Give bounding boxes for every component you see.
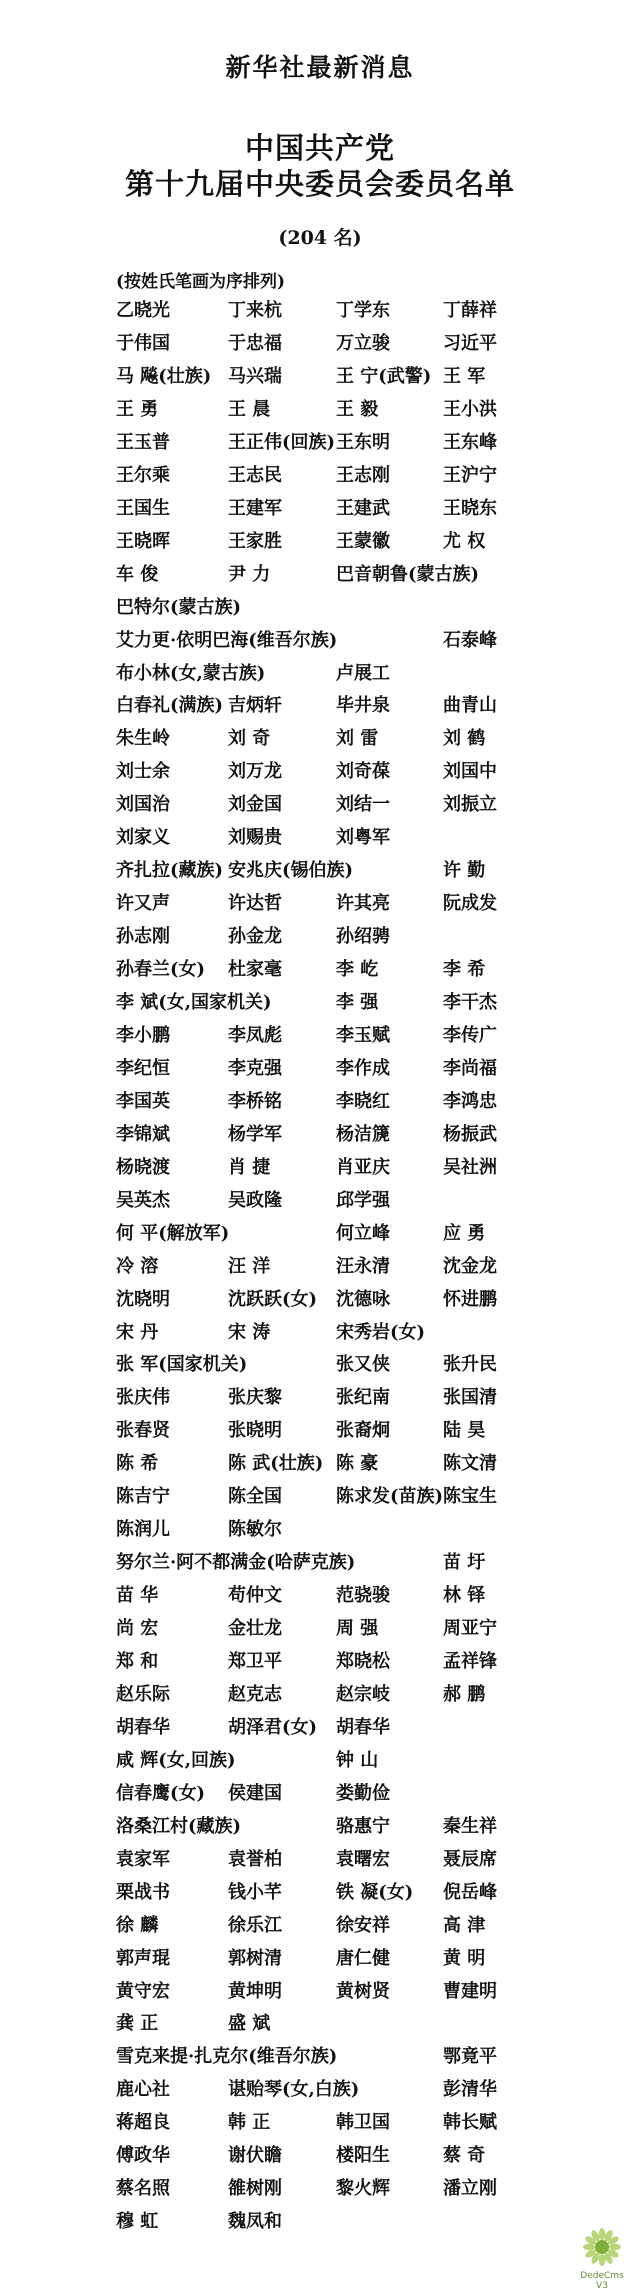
member-name: 王玉普 bbox=[116, 431, 170, 453]
member-name: 白春礼(满族) bbox=[116, 695, 224, 717]
member-name: 刘 雷 bbox=[336, 728, 379, 750]
member-name: 孟祥锋 bbox=[443, 1651, 497, 1672]
member-name: 刘结一 bbox=[336, 794, 390, 816]
member-name: 黄树贤 bbox=[336, 1980, 390, 2002]
member-name: 谌贻琴(女,白族) bbox=[228, 2079, 360, 2101]
member-name: 袁家军 bbox=[116, 1848, 170, 1870]
member-name: 盛 斌 bbox=[228, 2013, 271, 2035]
member-name: 习近平 bbox=[443, 332, 497, 354]
member-name: 郝 鹏 bbox=[443, 1683, 486, 1705]
member-name: 尤 权 bbox=[443, 530, 486, 552]
member-name: 苗 华 bbox=[116, 1585, 159, 1607]
member-name: 高 津 bbox=[443, 1914, 486, 1936]
member-name: 侯建国 bbox=[228, 1782, 282, 1804]
member-name: 韩卫国 bbox=[336, 2112, 390, 2134]
member-name: 布小林(女,蒙古族) bbox=[116, 662, 266, 684]
member-name: 周 强 bbox=[336, 1618, 379, 1639]
member-name: 信春鹰(女) bbox=[116, 1782, 206, 1804]
member-name: 曹建明 bbox=[443, 1980, 497, 2002]
member-name: 丁学东 bbox=[336, 300, 390, 321]
member-name: 秦生祥 bbox=[443, 1815, 497, 1837]
member-name: 鄂竟平 bbox=[443, 2046, 497, 2068]
member-name: 沈晓明 bbox=[116, 1288, 170, 1310]
member-name: 谢伏瞻 bbox=[228, 2145, 282, 2167]
member-name: 李传广 bbox=[443, 1024, 497, 1046]
member-name: 张又侠 bbox=[336, 1354, 390, 1376]
flower-icon bbox=[574, 2223, 630, 2271]
member-name: 车 俊 bbox=[116, 563, 159, 585]
member-name: 怀进鹏 bbox=[443, 1288, 497, 1310]
member-name: 娄勤俭 bbox=[336, 1782, 390, 1804]
member-name: 穆 虹 bbox=[116, 2211, 159, 2233]
member-name: 王东明 bbox=[336, 431, 390, 453]
member-name: 刘万龙 bbox=[228, 761, 282, 783]
member-name: 王志刚 bbox=[336, 464, 390, 486]
member-name: 石泰峰 bbox=[443, 629, 497, 651]
member-name: 韩 正 bbox=[228, 2112, 271, 2134]
member-name: 李凤彪 bbox=[228, 1024, 282, 1046]
member-name: 蒋超良 bbox=[116, 2112, 170, 2134]
watermark-logo bbox=[574, 2223, 630, 2291]
member-name: 杨振武 bbox=[443, 1123, 497, 1145]
member-name: 陈润儿 bbox=[116, 1519, 170, 1541]
member-name: 孙春兰(女) bbox=[116, 959, 206, 980]
member-name: 陈 豪 bbox=[336, 1453, 379, 1475]
member-name: 许又声 bbox=[116, 893, 170, 915]
member-name: 张升民 bbox=[443, 1354, 497, 1376]
member-name: 杜家毫 bbox=[228, 959, 282, 980]
member-name: 许其亮 bbox=[336, 893, 390, 915]
member-name: 袁曙宏 bbox=[336, 1848, 390, 1870]
member-name: 周亚宁 bbox=[443, 1618, 497, 1639]
watermark-text: DedeCms V3 bbox=[580, 2271, 624, 2291]
member-name: 于忠福 bbox=[228, 332, 282, 354]
member-name: 王晓晖 bbox=[116, 530, 170, 552]
member-name: 王晓东 bbox=[443, 497, 497, 519]
member-name: 彭清华 bbox=[443, 2079, 497, 2101]
member-name: 栗战书 bbox=[116, 1881, 170, 1903]
member-name: 李鸿忠 bbox=[443, 1090, 497, 1112]
member-name: 李 希 bbox=[443, 959, 486, 980]
member-name: 张晓明 bbox=[228, 1420, 282, 1442]
member-name: 沈金龙 bbox=[443, 1255, 497, 1277]
member-name: 马兴瑞 bbox=[228, 365, 282, 387]
member-name: 陈 希 bbox=[116, 1453, 159, 1475]
member-name: 宋 丹 bbox=[116, 1321, 159, 1343]
member-name: 张裔炯 bbox=[336, 1420, 390, 1442]
member-name: 胡春华 bbox=[336, 1716, 390, 1738]
member-name: 尚 宏 bbox=[116, 1618, 159, 1639]
member-name: 李玉赋 bbox=[336, 1024, 390, 1046]
member-name: 王 宁(武警) bbox=[336, 365, 432, 387]
member-name: 骆惠宁 bbox=[336, 1815, 390, 1837]
member-name: 王 毅 bbox=[336, 398, 379, 420]
member-name: 陈求发(苗族) bbox=[336, 1486, 444, 1508]
member-name: 吴英杰 bbox=[116, 1189, 170, 1211]
member-name: 王正伟(回族) bbox=[228, 431, 336, 453]
member-name: 蔡名照 bbox=[116, 2178, 170, 2200]
member-name: 刘金国 bbox=[228, 794, 282, 816]
member-name: 金壮龙 bbox=[228, 1618, 282, 1639]
member-name: 刘粤军 bbox=[336, 827, 390, 849]
member-name: 艾力更·依明巴海(维吾尔族) bbox=[116, 629, 338, 651]
member-name: 雒树刚 bbox=[228, 2178, 282, 2200]
member-name: 李锦斌 bbox=[116, 1123, 170, 1145]
member-name: 张庆黎 bbox=[228, 1387, 282, 1409]
title-committee-list: 第十九届中央委员会委员名单 bbox=[124, 167, 515, 201]
member-name: 王 勇 bbox=[116, 398, 159, 420]
member-name: 刘 鹤 bbox=[443, 728, 486, 750]
member-name: 陈 武(壮族) bbox=[228, 1453, 324, 1475]
member-name: 杨晓渡 bbox=[116, 1156, 170, 1178]
member-name: 肖 捷 bbox=[228, 1156, 271, 1178]
member-name: 徐安祥 bbox=[336, 1914, 390, 1936]
member-name: 何 平(解放军) bbox=[116, 1222, 230, 1244]
member-name: 赵克志 bbox=[228, 1683, 282, 1705]
member-name: 王小洪 bbox=[443, 398, 497, 420]
member-name: 王蒙徽 bbox=[336, 530, 390, 552]
member-name: 郑 和 bbox=[116, 1651, 159, 1672]
member-name: 王建军 bbox=[228, 497, 282, 519]
member-name: 张国清 bbox=[443, 1387, 497, 1409]
member-name: 林 铎 bbox=[443, 1585, 486, 1607]
member-name: 宋秀岩(女) bbox=[336, 1321, 426, 1343]
member-name: 沈德咏 bbox=[336, 1288, 390, 1310]
member-name: 徐乐江 bbox=[228, 1914, 282, 1936]
member-name: 郭声琨 bbox=[116, 1947, 170, 1969]
member-name: 王 晨 bbox=[228, 398, 271, 420]
member-name: 苗 圩 bbox=[443, 1552, 486, 1574]
member-name: 许达哲 bbox=[228, 893, 282, 915]
member-name: 赵乐际 bbox=[116, 1683, 170, 1705]
member-name: 黄坤明 bbox=[228, 1980, 282, 2002]
member-name: 于伟国 bbox=[116, 332, 170, 354]
member-name: 吉炳轩 bbox=[228, 695, 282, 717]
member-name: 刘赐贵 bbox=[228, 827, 282, 849]
member-name: 刘 奇 bbox=[228, 728, 271, 750]
member-name: 邱学强 bbox=[336, 1189, 390, 1211]
member-name: 陈宝生 bbox=[443, 1486, 497, 1508]
member-name: 陈文清 bbox=[443, 1453, 497, 1475]
member-name: 王尔乘 bbox=[116, 464, 170, 486]
member-name: 阮成发 bbox=[443, 893, 497, 915]
sort-note: (按姓氏笔画为序排列) bbox=[116, 272, 286, 292]
member-name: 孙金龙 bbox=[228, 926, 282, 948]
member-name: 杨洁篪 bbox=[336, 1123, 390, 1145]
member-name: 咸 辉(女,回族) bbox=[116, 1749, 236, 1771]
member-name: 陈敏尔 bbox=[228, 1519, 282, 1541]
member-name: 刘家义 bbox=[116, 827, 170, 849]
member-name: 钱小芊 bbox=[228, 1881, 282, 1903]
member-name: 应 勇 bbox=[443, 1222, 486, 1244]
member-name: 王东峰 bbox=[443, 431, 497, 453]
member-name: 朱生岭 bbox=[116, 728, 170, 750]
member-name: 齐扎拉(藏族) bbox=[116, 860, 224, 882]
member-name: 王建武 bbox=[336, 497, 390, 519]
member-name: 陈吉宁 bbox=[116, 1486, 170, 1508]
member-name: 李 斌(女,国家机关) bbox=[116, 992, 272, 1013]
member-name: 李晓红 bbox=[336, 1090, 390, 1112]
member-name: 李干杰 bbox=[443, 992, 497, 1013]
member-name: 卢展工 bbox=[336, 662, 390, 684]
member-name: 蔡 奇 bbox=[443, 2145, 486, 2167]
member-name: 钟 山 bbox=[336, 1749, 379, 1771]
member-name: 黎火辉 bbox=[336, 2178, 390, 2200]
member-name: 巴特尔(蒙古族) bbox=[116, 596, 242, 618]
member-name: 陆 昊 bbox=[443, 1420, 486, 1442]
member-name: 魏凤和 bbox=[228, 2211, 282, 2233]
member-name: 王国生 bbox=[116, 497, 170, 519]
member-name: 赵宗岐 bbox=[336, 1683, 390, 1705]
member-name: 刘国中 bbox=[443, 761, 497, 783]
member-name: 王志民 bbox=[228, 464, 282, 486]
member-name: 万立骏 bbox=[336, 332, 390, 354]
member-count: (204 名) bbox=[278, 227, 362, 249]
member-name: 李 屹 bbox=[336, 959, 379, 980]
member-name: 安兆庆(锡伯族) bbox=[228, 860, 354, 882]
member-name: 丁薛祥 bbox=[443, 300, 497, 321]
member-name: 尹 力 bbox=[228, 563, 271, 585]
member-name: 刘振立 bbox=[443, 794, 497, 816]
member-name: 何立峰 bbox=[336, 1222, 390, 1244]
member-name: 冷 溶 bbox=[116, 1255, 159, 1277]
member-name: 沈跃跃(女) bbox=[228, 1288, 318, 1310]
member-name: 韩长赋 bbox=[443, 2112, 497, 2134]
member-name: 黄守宏 bbox=[116, 1980, 170, 2002]
member-name: 宋 涛 bbox=[228, 1321, 271, 1343]
member-name: 胡春华 bbox=[116, 1716, 170, 1738]
member-name: 孙绍骋 bbox=[336, 926, 390, 948]
member-name: 倪岳峰 bbox=[443, 1881, 497, 1903]
member-name: 丁来杭 bbox=[228, 300, 282, 321]
member-name: 袁誉柏 bbox=[228, 1848, 282, 1870]
member-name: 王家胜 bbox=[228, 530, 282, 552]
member-name: 鹿心社 bbox=[116, 2079, 170, 2101]
member-name: 唐仁健 bbox=[336, 1947, 390, 1969]
member-name: 刘国治 bbox=[116, 794, 170, 816]
member-name: 李国英 bbox=[116, 1090, 170, 1112]
member-name: 黄 明 bbox=[443, 1947, 486, 1969]
member-name: 毕井泉 bbox=[336, 695, 390, 717]
member-name: 铁 凝(女) bbox=[336, 1881, 414, 1903]
member-name: 张庆伟 bbox=[116, 1387, 170, 1409]
member-name: 吴社洲 bbox=[443, 1156, 497, 1178]
member-name: 张纪南 bbox=[336, 1387, 390, 1409]
member-name: 楼阳生 bbox=[336, 2145, 390, 2167]
member-name: 傅政华 bbox=[116, 2145, 170, 2167]
title-party: 中国共产党 bbox=[244, 131, 395, 165]
member-name: 徐 麟 bbox=[116, 1914, 159, 1936]
member-name: 张 军(国家机关) bbox=[116, 1354, 248, 1376]
member-name: 刘士余 bbox=[116, 761, 170, 783]
member-name: 肖亚庆 bbox=[336, 1156, 390, 1178]
member-name: 李小鹏 bbox=[116, 1024, 170, 1046]
member-name: 范骁骏 bbox=[336, 1585, 390, 1607]
member-name: 李桥铭 bbox=[228, 1090, 282, 1112]
member-name: 郑卫平 bbox=[228, 1651, 282, 1672]
member-name: 汪永清 bbox=[336, 1255, 390, 1277]
member-name: 孙志刚 bbox=[116, 926, 170, 948]
member-name: 李尚福 bbox=[443, 1057, 497, 1079]
member-name: 许 勤 bbox=[443, 860, 486, 882]
member-name: 曲青山 bbox=[443, 695, 497, 717]
member-name: 洛桑江村(藏族) bbox=[116, 1815, 242, 1837]
member-name: 聂辰席 bbox=[443, 1848, 497, 1870]
member-name: 郑晓松 bbox=[336, 1651, 390, 1672]
member-name: 李作成 bbox=[336, 1057, 390, 1079]
member-name: 马 飚(壮族) bbox=[116, 365, 212, 387]
member-name: 潘立刚 bbox=[443, 2178, 497, 2200]
member-name: 巴音朝鲁(蒙古族) bbox=[336, 563, 480, 585]
member-name: 汪 洋 bbox=[228, 1255, 271, 1277]
member-name: 刘奇葆 bbox=[336, 761, 390, 783]
member-name: 胡泽君(女) bbox=[228, 1716, 318, 1738]
member-name: 努尔兰·阿不都满金(哈萨克族) bbox=[116, 1552, 356, 1574]
agency-headline: 新华社最新消息 bbox=[225, 53, 415, 82]
member-name: 杨学军 bbox=[228, 1123, 282, 1145]
member-name: 郭树清 bbox=[228, 1947, 282, 1969]
member-name: 雪克来提·扎克尔(维吾尔族) bbox=[116, 2046, 338, 2068]
member-name: 吴政隆 bbox=[228, 1189, 282, 1211]
member-name: 龚 正 bbox=[116, 2013, 159, 2035]
member-name: 陈全国 bbox=[228, 1486, 282, 1508]
member-name: 王沪宁 bbox=[443, 464, 497, 486]
member-name: 李纪恒 bbox=[116, 1057, 170, 1079]
member-name: 王 军 bbox=[443, 365, 486, 387]
member-name: 苟仲文 bbox=[228, 1585, 282, 1607]
member-name: 张春贤 bbox=[116, 1420, 170, 1442]
member-name: 乙晓光 bbox=[116, 300, 170, 321]
member-name: 李克强 bbox=[228, 1057, 282, 1079]
member-name: 李 强 bbox=[336, 992, 379, 1013]
